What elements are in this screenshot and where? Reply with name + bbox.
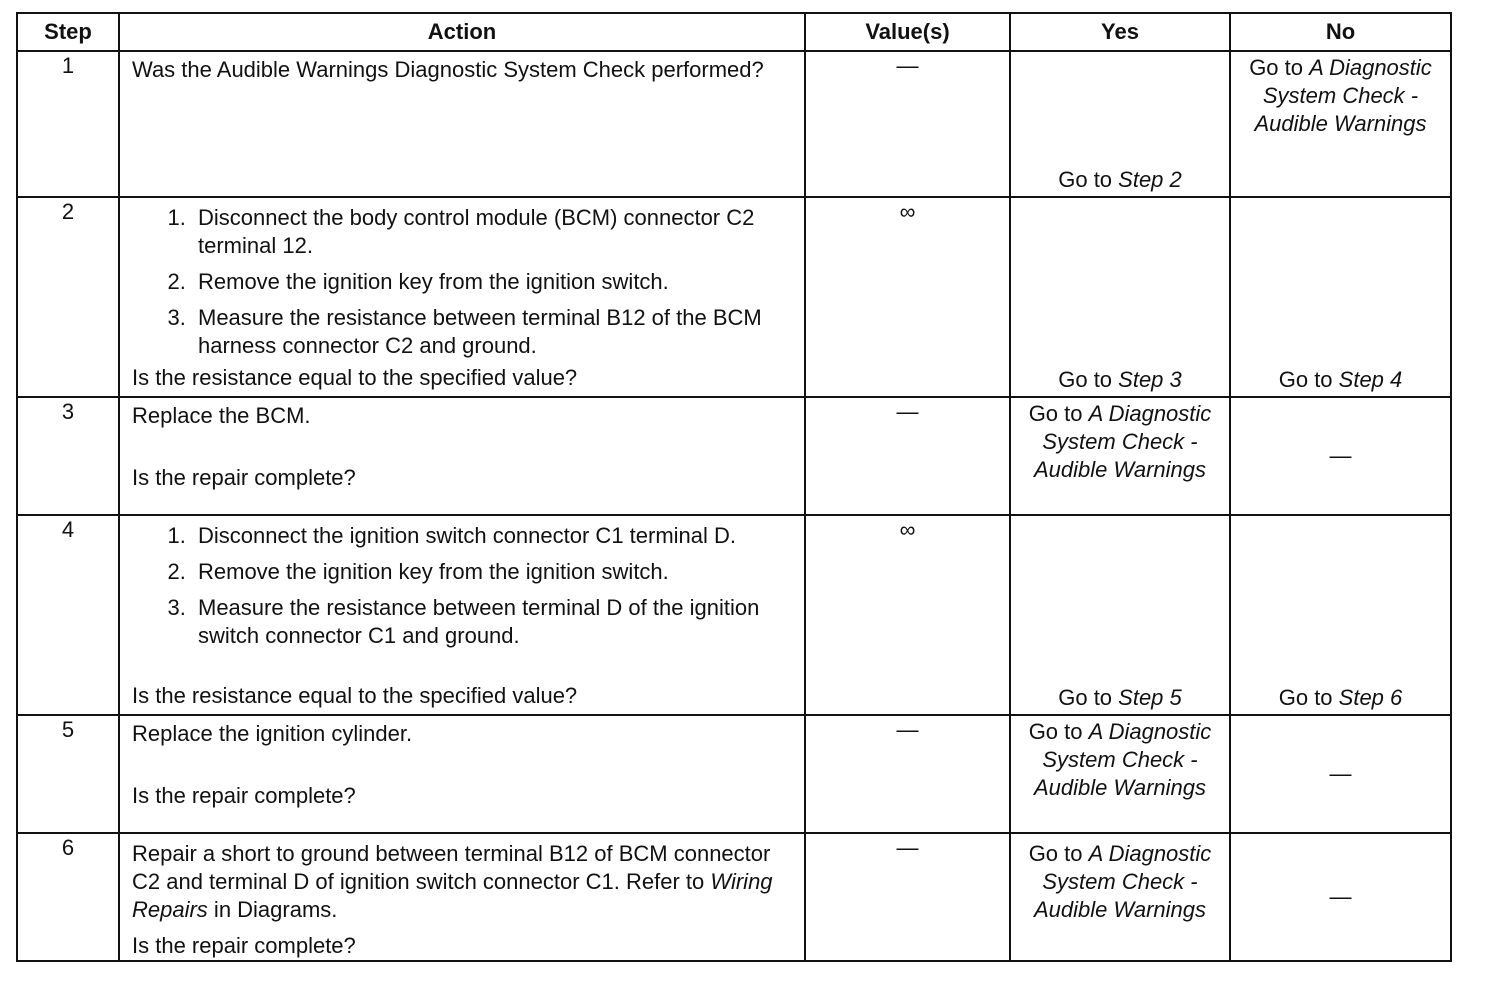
action-text: Replace the BCM. — [132, 403, 311, 428]
step-number: 1 — [17, 51, 119, 197]
yes-prefix: Go to — [1058, 167, 1119, 192]
substep: 3. Measure the resistance between terminal D of the ignition switch connector C1 and ground. — [192, 594, 792, 650]
action-cell — [119, 833, 805, 961]
substep-list — [132, 516, 792, 650]
action-cell — [119, 515, 805, 715]
header-step: Step — [17, 13, 119, 51]
yes-target: Step 3 — [1118, 367, 1182, 392]
action-text: Replace the ignition cylinder. — [132, 721, 413, 746]
no-cell — [1230, 51, 1451, 197]
table-row — [17, 397, 1451, 515]
substep-list — [132, 198, 792, 360]
substep: 1. Disconnect the body control module (BCM) connector C2 terminal 12. — [192, 204, 792, 260]
action-text-pre: Repair a short to ground between terminal B12 of BCM connector C2 and terminal D of ignition switch connector C1. Refer to — [132, 841, 771, 894]
no-cell: — — [1230, 833, 1451, 961]
no-cell — [1230, 515, 1451, 715]
header-row — [17, 13, 1451, 51]
table-row — [17, 715, 1451, 833]
question-text: Is the repair complete? — [132, 783, 356, 808]
value-cell: — — [805, 397, 1010, 515]
diagnostic-table — [16, 12, 1452, 962]
no-cell — [1230, 197, 1451, 397]
step-number: 2 — [17, 197, 119, 397]
value-cell: ∞ — [805, 197, 1010, 397]
no-prefix: Go to — [1249, 55, 1310, 80]
no-cell: — — [1230, 397, 1451, 515]
substep: 2. Remove the ignition key from the ignition switch. — [192, 558, 792, 586]
substep: 3. Measure the resistance between terminal B12 of the BCM harness connector C2 and ground. — [192, 304, 792, 360]
substep: 2. Remove the ignition key from the ignition switch. — [192, 268, 792, 296]
yes-cell — [1010, 715, 1230, 833]
no-cell: — — [1230, 715, 1451, 833]
value-cell: — — [805, 715, 1010, 833]
yes-cell — [1010, 833, 1230, 961]
action-text — [132, 834, 792, 924]
no-prefix: Go to — [1278, 367, 1339, 392]
yes-target: A Diagnostic System Check - Audible Warnings — [1033, 841, 1212, 922]
header-yes: Yes — [1010, 13, 1230, 51]
header-no: No — [1230, 13, 1451, 51]
no-target: A Diagnostic System Check - Audible Warnings — [1254, 55, 1432, 136]
yes-cell — [1010, 397, 1230, 515]
header-values: Value(s) — [805, 13, 1010, 51]
wiring-repairs-ref: Wiring Repairs — [132, 869, 773, 922]
action-cell — [119, 51, 805, 197]
yes-cell — [1010, 51, 1230, 197]
value-cell: — — [805, 51, 1010, 197]
question-text: Is the repair complete? — [132, 933, 356, 958]
yes-cell — [1010, 515, 1230, 715]
table-row — [17, 515, 1451, 715]
action-text-post: in Diagrams. — [207, 897, 338, 922]
question-text: Is the resistance equal to the specified value? — [132, 683, 578, 708]
question-text: Is the repair complete? — [132, 465, 356, 490]
step-number: 3 — [17, 397, 119, 515]
yes-prefix: Go to — [1028, 719, 1089, 744]
action-text: Was the Audible Warnings Diagnostic System Check performed? — [132, 57, 764, 82]
yes-target: Step 5 — [1118, 685, 1182, 710]
yes-target: A Diagnostic System Check - Audible Warnings — [1033, 719, 1212, 800]
action-cell — [119, 397, 805, 515]
no-prefix: Go to — [1278, 685, 1339, 710]
action-cell — [119, 715, 805, 833]
header-action: Action — [119, 13, 805, 51]
action-cell — [119, 197, 805, 397]
yes-target: A Diagnostic System Check - Audible Warnings — [1033, 401, 1212, 482]
question-text: Is the resistance equal to the specified value? — [132, 365, 578, 390]
table-row — [17, 197, 1451, 397]
no-target: Step 6 — [1338, 685, 1403, 710]
value-cell: ∞ — [805, 515, 1010, 715]
yes-cell — [1010, 197, 1230, 397]
no-target: Step 4 — [1338, 367, 1403, 392]
table-row — [17, 833, 1451, 961]
yes-target: Step 2 — [1118, 167, 1182, 192]
table-row — [17, 51, 1451, 197]
step-number: 5 — [17, 715, 119, 833]
step-number: 4 — [17, 515, 119, 715]
step-number: 6 — [17, 833, 119, 961]
yes-prefix: Go to — [1028, 401, 1089, 426]
yes-prefix: Go to — [1028, 841, 1089, 866]
value-cell: — — [805, 833, 1010, 961]
substep: 1. Disconnect the ignition switch connector C1 terminal D. — [192, 522, 792, 550]
yes-prefix: Go to — [1058, 367, 1119, 392]
yes-prefix: Go to — [1058, 685, 1119, 710]
